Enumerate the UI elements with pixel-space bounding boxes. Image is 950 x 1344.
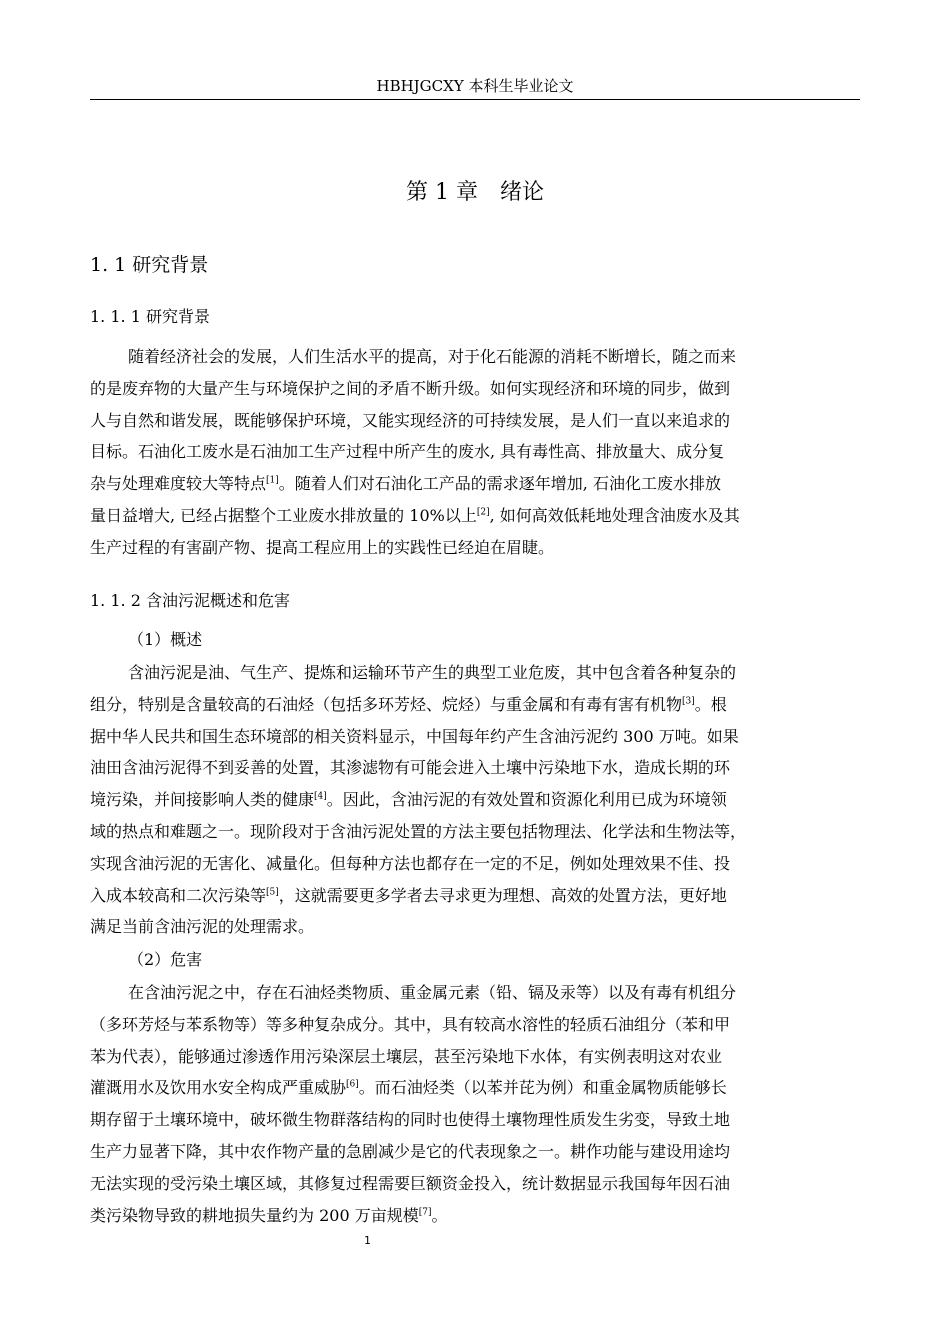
text-segment: 灌溉用水及饮用水安全构成严重威胁 (90, 1078, 347, 1098)
running-header: HBHJGCXY 本科生毕业论文 (376, 77, 574, 95)
text-segment: ，这就需要更多学者去寻求更为理想、高效的处置方法，更好地 (278, 885, 727, 905)
citation-ref: [6] (346, 1080, 359, 1091)
text-segment: 。随着人们对石油化工产品的需求逐年增加, 石油化工废水排放 (278, 474, 721, 494)
paragraph-line (90, 468, 860, 500)
paragraph-line: 生产过程的有害副产物、提高工程应用上的实践性已经迫在眉睫。 (90, 537, 555, 557)
paragraph-line: 无法实现的受污染土壤区域，其修复过程需要巨额资金投入，统计数据显示我国每年因石油 (90, 1173, 731, 1193)
paragraph-line (90, 784, 860, 816)
text-segment: 境污染，并间接影响人类的健康 (90, 790, 315, 810)
page-number: 1 (364, 1234, 371, 1247)
paragraph-line: 含油污泥是油、气生产、提炼和运输环节产生的典型工业危废，其中包含着各种复杂的 (128, 663, 737, 682)
citation-ref: [3] (682, 696, 695, 707)
paragraph-harm (90, 977, 860, 1231)
citation-ref: [1] (266, 475, 279, 486)
text-segment: 组分，特别是含量较高的石油烃（包括多环芳烃、烷烃）与重金属和有毒有害有机物 (90, 694, 683, 714)
paragraph-line: 生产力显著下降，其中农作物产量的急剧减少是它的代表现象之一。耕作功能与建设用途均 (90, 1141, 731, 1161)
paragraph-line: 油田含油污泥得不到妥善的处置，其渗滤物有可能会进入土壤中污染地下水，造成长期的环 (90, 758, 731, 778)
paragraph-line (90, 689, 860, 721)
text-segment: 。根 (694, 694, 727, 714)
paragraph-line (90, 500, 860, 532)
paragraph-line (90, 1072, 860, 1104)
paragraph-line: 期存留于土壤环境中，破坏微生物群落结构的同时也使得土壤物理性质发生劣变，导致土地 (90, 1110, 731, 1130)
subheading-harm: （2）危害 (128, 950, 203, 969)
paragraph-line: 满足当前含油污泥的处理需求。 (90, 917, 315, 937)
paragraph-line: 苯为代表），能够通过渗透作用污染深层土壤层，甚至污染地下水体，有实例表明这对农业 (90, 1046, 723, 1066)
subheading-overview: （1）概述 (128, 630, 203, 649)
text-segment: 。 (431, 1205, 448, 1225)
citation-ref: [4] (314, 791, 327, 802)
paragraph-line: 的是废弃物的大量产生与环境保护之间的矛盾不断升级。如何实现经济和环境的同步，做到 (90, 378, 731, 398)
paragraph-overview (90, 657, 860, 943)
text-segment: 杂与处理难度较大等特点 (90, 474, 267, 494)
section-heading-1-1-2: 1. 1. 2 含油污泥概述和危害 (90, 591, 290, 610)
paragraph-line: 随着经济社会的发展，人们生活水平的提高，对于化石能源的消耗不断增长，随之而来 (128, 347, 737, 366)
citation-ref: [2] (476, 507, 490, 518)
citation-ref: [7] (418, 1207, 432, 1218)
citation-ref: [5] (266, 887, 279, 898)
chapter-title: 第 1 章 绪论 (406, 180, 544, 205)
section-heading-1-1: 1. 1 研究背景 (90, 254, 209, 276)
paragraph-line (90, 1200, 860, 1232)
text-segment: 量日益增大, 已经占据整个工业废水排放量的 10%以上 (90, 505, 477, 525)
header-rule (90, 99, 860, 100)
text-segment: 。因此，含油污泥的有效处置和资源化利用已成为环境领 (326, 790, 727, 810)
section-heading-1-1-1: 1. 1. 1 研究背景 (90, 307, 210, 326)
paragraph-line: 人与自然和谐发展，既能够保护环境，又能实现经济的可持续发展，是人们一直以来追求的 (90, 410, 731, 430)
text-segment: 类污染物导致的耕地损失量约为 200 万亩规模 (90, 1205, 419, 1225)
paragraph-line: 实现含油污泥的无害化、减量化。但每种方法也都存在一定的不足，例如处理效果不佳、投 (90, 853, 731, 873)
text-segment: 入成本较高和二次污染等 (90, 885, 267, 905)
text-segment: 。而石油烃类（以苯并芘为例）和重金属物质能够长 (358, 1078, 727, 1098)
paragraph-line: （多环芳烃与苯系物等）等多种复杂成分。其中，具有较高水溶性的轻质石油组分（苯和甲 (90, 1014, 731, 1034)
paragraph-background (90, 341, 860, 564)
paragraph-line: 域的热点和难题之一。现阶段对于含油污泥处置的方法主要包括物理法、化学法和生物法等， (90, 821, 747, 841)
paragraph-line (90, 880, 860, 912)
text-segment: , 如何高效低耗地处理含油废水及其 (489, 505, 740, 525)
paragraph-line: 据中华人民共和国生态环境部的相关资料显示，中国每年约产生含油污泥约 300 万吨。如果 (90, 726, 739, 746)
paragraph-line: 在含油污泥之中，存在石油烃类物质、重金属元素（铅、镉及汞等）以及有毒有机组分 (128, 983, 737, 1002)
paragraph-line: 目标。石油化工废水是石油加工生产过程中所产生的废水, 具有毒性高、排放量大、成分复 (90, 442, 725, 462)
